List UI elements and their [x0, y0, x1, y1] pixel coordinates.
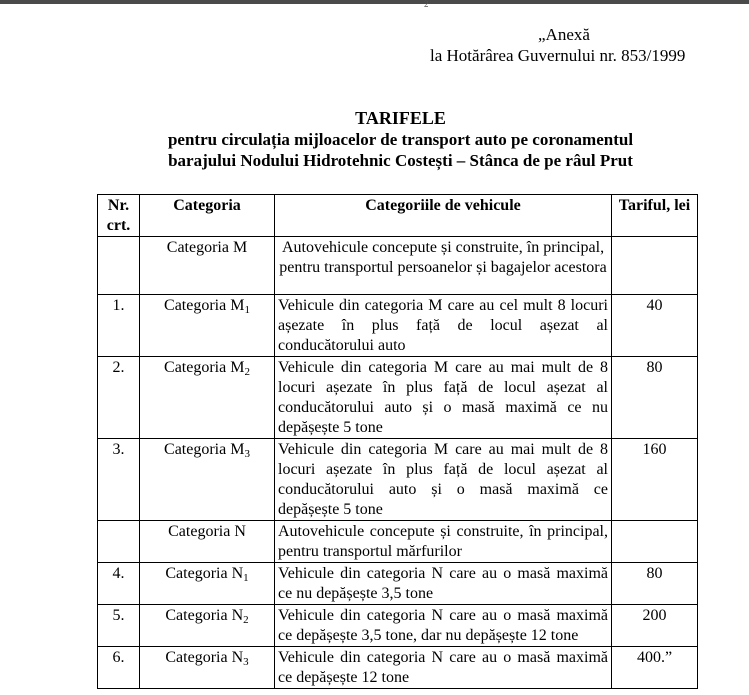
table-row: [98, 563, 698, 605]
row-nr: 1.: [98, 295, 140, 357]
row-description: Vehicule din categoria M care au mai mult de 8 locuri așezate în plus față de locul așezat al conducătorului auto și o masă maximă ce depășește 5 tone: [275, 439, 612, 521]
group-row-m: [98, 237, 698, 295]
row-description: Vehicule din categoria N care au o masă maximă ce depășește 3,5 tone, dar nu depășește 12 tone: [275, 605, 612, 647]
table-row: [98, 647, 698, 689]
header-tariful: Tariful, lei: [612, 195, 698, 237]
header-categoria: Categoria: [140, 195, 275, 237]
header-categoriile: Categoriile de vehicule: [275, 195, 612, 237]
row-tariff: 80: [612, 563, 698, 605]
row-category: Categoria $M_2$: [140, 357, 275, 439]
title-main: TARIFELE: [355, 108, 446, 128]
row-description: Vehicule din categoria N care au o masă maximă ce depășește 12 tone: [275, 647, 612, 689]
row-nr: 6.: [98, 647, 140, 689]
title-line-2: pentru circulația mijloacelor de transport auto pe coronamentul: [167, 130, 634, 149]
row-nr: 5.: [98, 605, 140, 647]
row-description: Vehicule din categoria M care au cel mult 8 locuri așezate în plus față de locul așezat al conducătorului auto: [275, 295, 612, 357]
table-row: [98, 295, 698, 357]
group-row-n: [98, 521, 698, 563]
row-tariff: 400.”: [612, 647, 698, 689]
row-category: Categoria $N_3$: [140, 647, 275, 689]
row-category: Categoria $M_3$: [140, 439, 275, 521]
row-tariff: 40: [612, 295, 698, 357]
group-m-description: Autovehicule concepute și construite, în principal, pentru transportul persoanelor și bagajelor acestora: [275, 237, 612, 295]
document-title: [0, 108, 749, 171]
row-description: Vehicule din categoria N care au o masă maximă ce nu depășește 3,5 tone: [275, 563, 612, 605]
group-m-label: Categoria M: [140, 237, 275, 295]
row-category: Categoria $M_1$: [140, 295, 275, 357]
table-row: [98, 439, 698, 521]
header-nr: Nr. crt.: [98, 195, 140, 237]
row-description: Vehicule din categoria M care au mai mult de 8 locuri așezate în plus față de locul așezat al conducătorului auto și o masă maximă ce nu depășește 5 tone: [275, 357, 612, 439]
row-category: Categoria $N_2$: [140, 605, 275, 647]
row-nr: 3.: [98, 439, 140, 521]
annex-decision: la Hotărârea Guvernului nr. 853/1999: [430, 46, 686, 65]
group-n-label: Categoria N: [140, 521, 275, 563]
tariffs-table: [97, 194, 698, 689]
table-row: [98, 357, 698, 439]
row-nr: 2.: [98, 357, 140, 439]
title-line-3: barajului Nodului Hidrotehnic Costești – Stânca de pe râul Prut: [168, 151, 633, 170]
annex-reference: [430, 24, 730, 66]
table-header-row: [98, 195, 698, 237]
row-tariff: 80: [612, 357, 698, 439]
row-tariff: 200: [612, 605, 698, 647]
row-category: Categoria $N_1$: [140, 563, 275, 605]
page-number: 2: [424, 0, 429, 9]
row-tariff: 160: [612, 439, 698, 521]
row-nr: 4.: [98, 563, 140, 605]
group-n-description: Autovehicule concepute și construite, în principal, pentru transportul mărfurilor: [275, 521, 612, 563]
table-row: [98, 605, 698, 647]
viewer-top-bar: [0, 0, 749, 4]
annex-label: „Anexă: [538, 25, 590, 44]
